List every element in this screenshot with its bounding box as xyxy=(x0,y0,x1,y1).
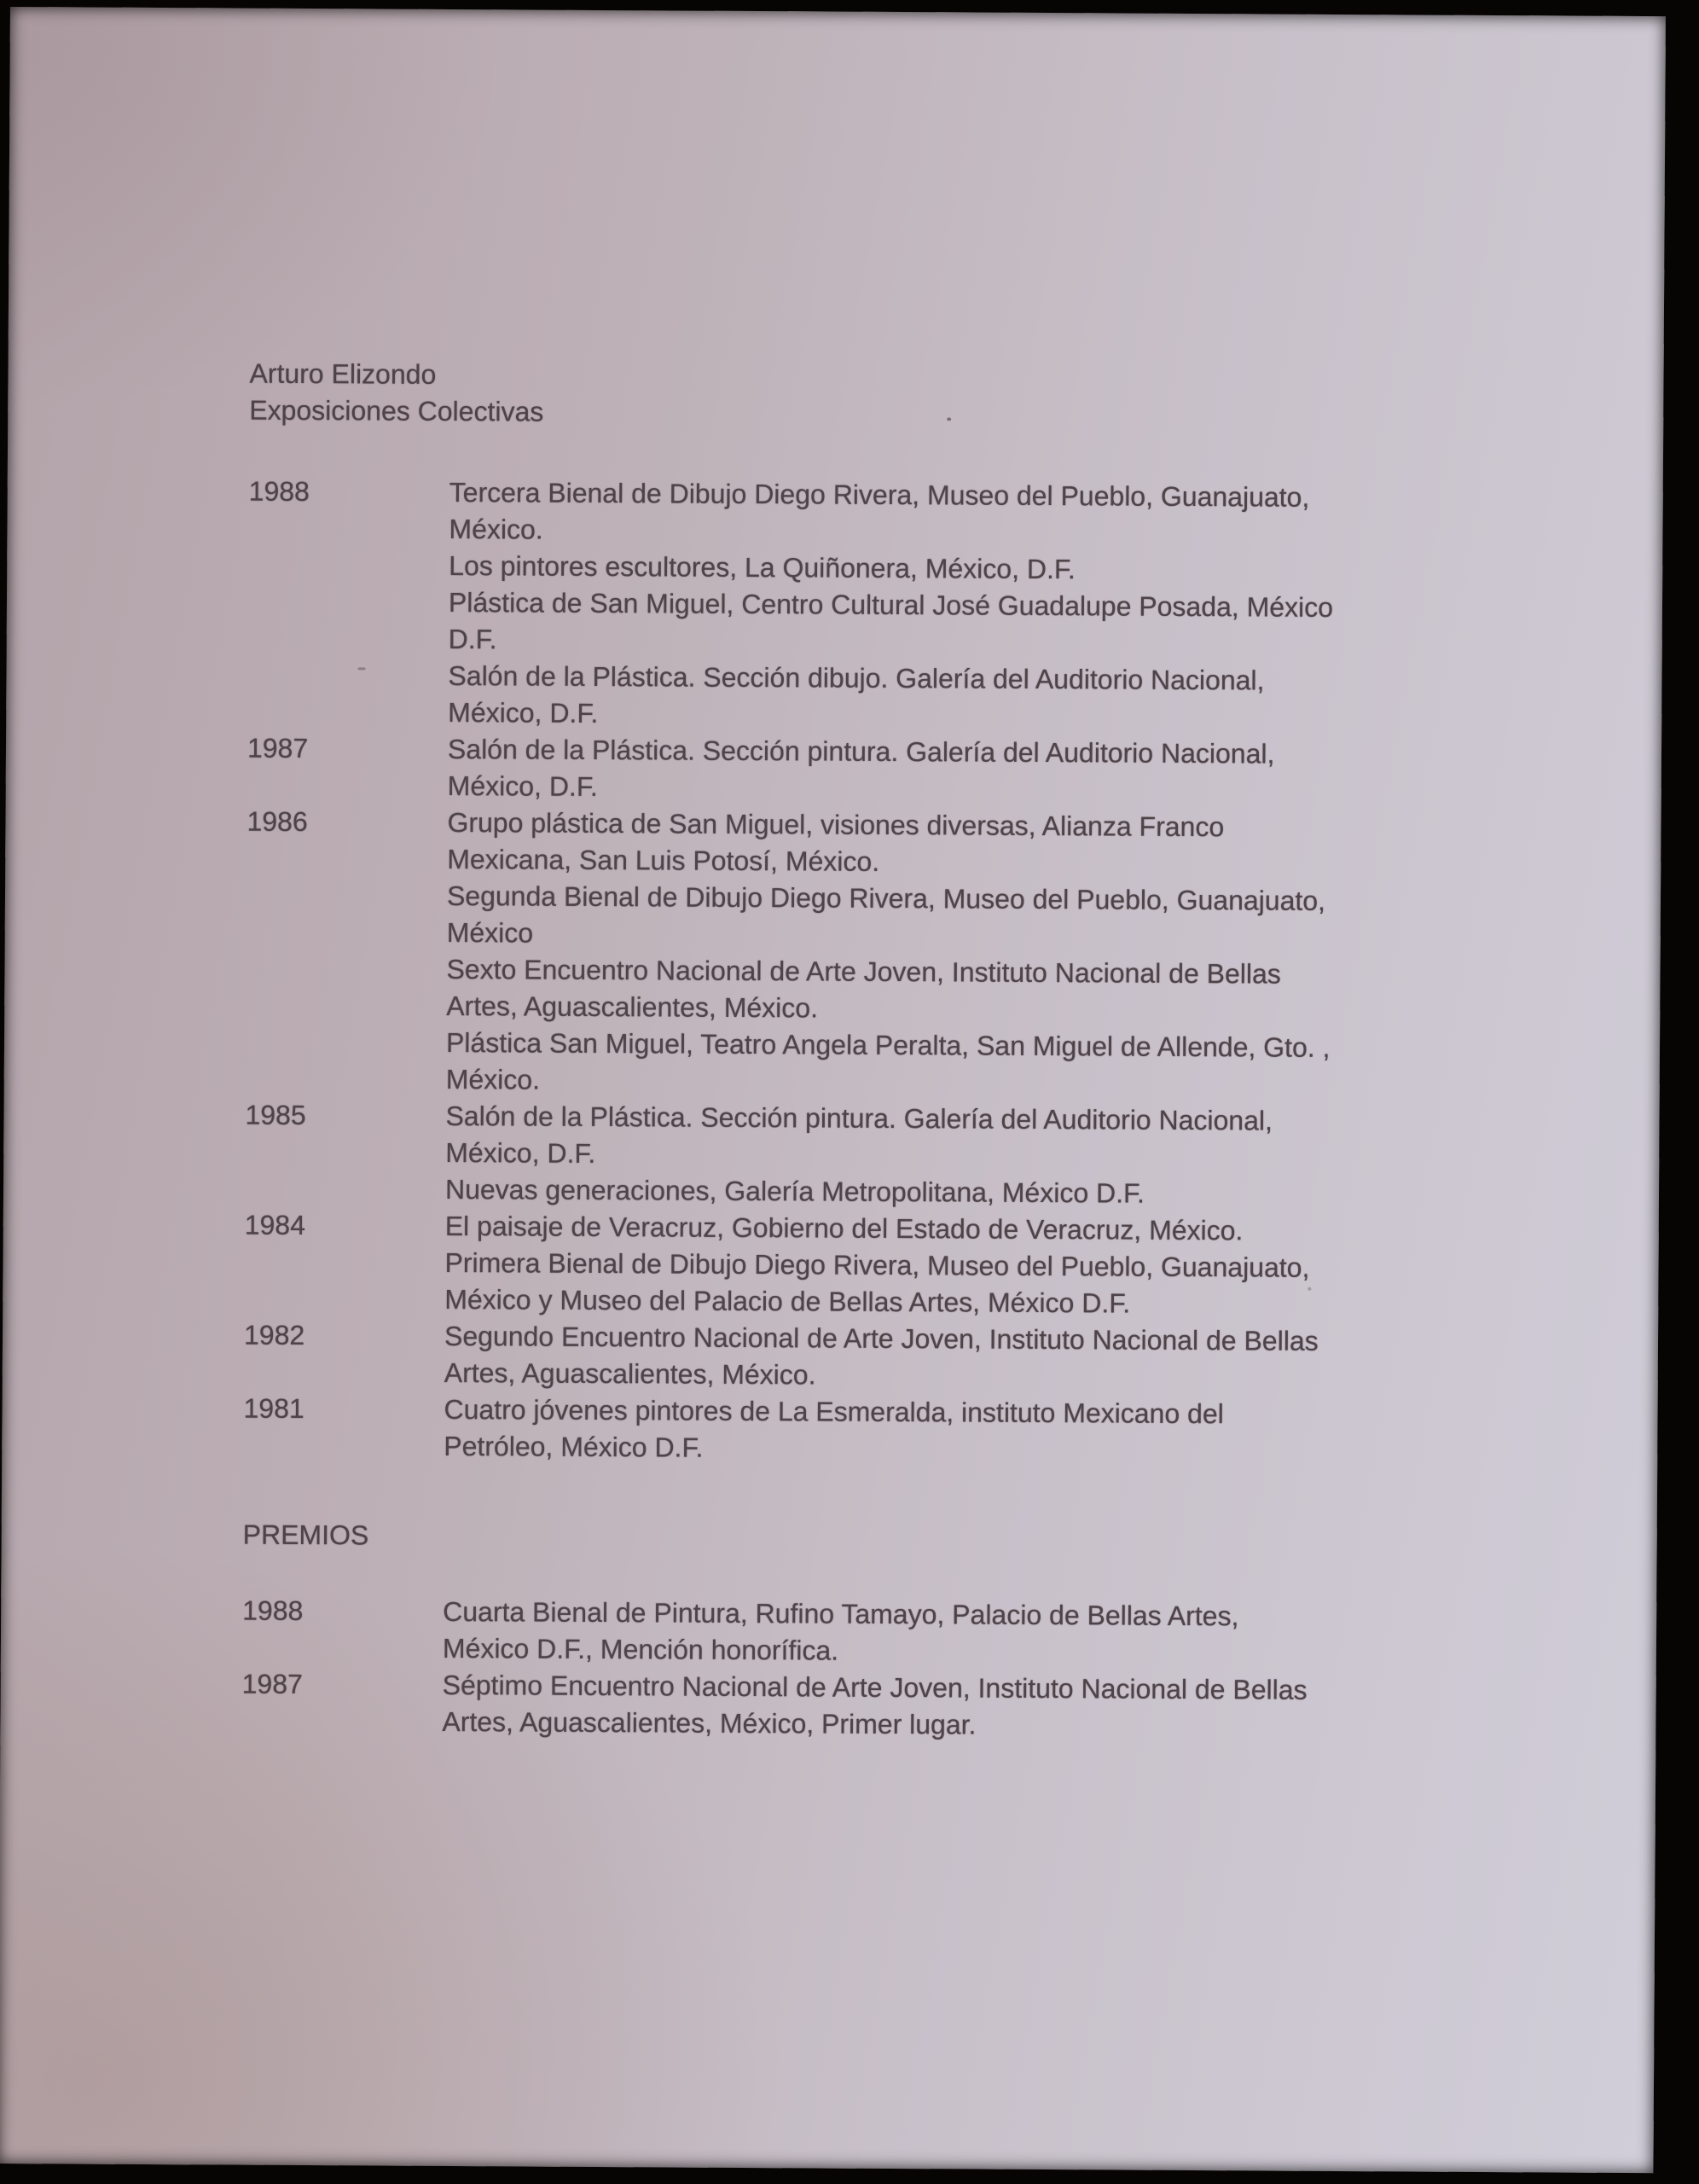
entry-line: Plástica San Miguel, Teatro Angela Peralta, San Miguel de Allende, Gto. , xyxy=(445,1026,1331,1063)
entry-year: 1988 xyxy=(248,475,310,508)
entry-line: Primera Bienal de Dibujo Diego Rivera, Museo del Pueblo, Guanajuato, xyxy=(444,1246,1310,1283)
page-content xyxy=(241,356,1561,1747)
entry-line: Salón de la Plástica. Sección dibujo. Galería del Auditorio Nacional, xyxy=(448,659,1265,696)
entry-year: 1982 xyxy=(243,1319,305,1351)
section xyxy=(241,1517,1554,1747)
entry-line: Cuatro jóvenes pintores de La Esmeralda, instituto Mexicano del xyxy=(444,1393,1224,1430)
entry-line: Plástica de San Miguel, Centro Cultural José Guadalupe Posada, México xyxy=(448,586,1334,623)
entry-line: Tercera Bienal de Dibujo Diego Rivera, Museo del Pueblo, Guanajuato, xyxy=(449,476,1310,513)
entry-line: Artes, Aguascalientes, México, Primer lugar. xyxy=(442,1705,977,1740)
entry-line: Cuarta Bienal de Pintura, Rufino Tamayo, Palacio de Bellas Artes, xyxy=(443,1595,1239,1632)
entry-row xyxy=(244,1244,1556,1325)
entry-row xyxy=(241,1666,1553,1747)
entry-description xyxy=(442,1667,1553,1747)
entry-row xyxy=(248,473,1560,555)
entry-description xyxy=(449,474,1560,555)
entry-row xyxy=(247,730,1559,811)
entry-year: 1986 xyxy=(246,805,308,838)
entry-year xyxy=(246,950,447,951)
entry-year: 1981 xyxy=(243,1392,304,1425)
entry-description xyxy=(444,1245,1556,1325)
entry-description xyxy=(445,1171,1557,1215)
entry-description xyxy=(449,548,1560,591)
entry-description xyxy=(446,1025,1557,1105)
entry-year: 1984 xyxy=(244,1209,306,1241)
entry-row xyxy=(248,584,1560,665)
entry-description xyxy=(446,951,1557,1031)
entry-year: 1987 xyxy=(246,732,309,764)
entry-row xyxy=(245,1207,1557,1252)
entry-line: México xyxy=(446,916,534,949)
document-header xyxy=(249,356,1561,437)
entry-year xyxy=(246,1024,446,1025)
artist-name: Arturo Elizondo xyxy=(249,357,437,390)
entry-row xyxy=(246,1024,1557,1105)
entry-year xyxy=(248,657,449,658)
entry-line: Segunda Bienal de Dibujo Diego Rivera, Museo del Pueblo, Guanajuato, xyxy=(446,880,1326,916)
entry-line: Séptimo Encuentro Nacional de Arte Joven, Instituto Nacional de Bellas xyxy=(442,1669,1308,1705)
entry-row xyxy=(243,1391,1555,1472)
entry-year xyxy=(248,547,449,548)
entry-description xyxy=(449,584,1560,665)
entry-line: México D.F., Mención honorífica. xyxy=(442,1632,839,1666)
entry-row xyxy=(246,804,1558,885)
entry-line: Petróleo, México D.F. xyxy=(444,1430,704,1463)
entry-description xyxy=(445,1098,1557,1178)
entry-row xyxy=(244,1317,1556,1398)
scanned-page xyxy=(0,7,1666,2173)
entry-line: México y Museo del Palacio de Bellas Artes, México D.F. xyxy=(444,1283,1131,1319)
entry-line: Artes, Aguascalientes, México. xyxy=(446,990,819,1024)
entry-line: Grupo plástica de San Miguel, visiones diversas, Alianza Franco xyxy=(447,806,1225,843)
entry-row xyxy=(245,1097,1557,1178)
section xyxy=(243,473,1561,1472)
entry-row xyxy=(246,877,1558,958)
entry-line: México, D.F. xyxy=(445,1136,596,1169)
entry-line: Artes, Aguascalientes, México. xyxy=(444,1356,816,1391)
entry-year: 1988 xyxy=(242,1594,304,1627)
entry-year xyxy=(245,1170,445,1171)
entry-line: Nuevas generaciones, Galería Metropolitana, México D.F. xyxy=(444,1173,1145,1209)
page-subtitle: Exposiciones Colectivas xyxy=(249,394,544,427)
entry-line: Segundo Encuentro Nacional de Arte Joven, Instituto Nacional de Bellas xyxy=(444,1320,1319,1356)
entry-line: Salón de la Plástica. Sección pintura. Galería del Auditorio Nacional, xyxy=(445,1100,1273,1136)
entry-line: Mexicana, San Luis Potosí, México. xyxy=(447,843,880,877)
entry-line: El paisaje de Veracruz, Gobierno del Estado de Veracruz, México. xyxy=(444,1210,1244,1246)
entry-line: D.F. xyxy=(448,623,497,655)
sections-container xyxy=(241,473,1561,1747)
entry-description xyxy=(444,1318,1556,1398)
entry-line: México. xyxy=(445,1063,541,1095)
entry-year: 1985 xyxy=(245,1099,306,1131)
entry-description xyxy=(447,804,1558,885)
entry-line: México, D.F. xyxy=(447,770,598,802)
entry-description xyxy=(448,731,1559,811)
entry-line: Los pintores escultores, La Quiñonera, México, D.F. xyxy=(449,549,1076,585)
entry-description xyxy=(447,878,1558,958)
entry-line: México. xyxy=(449,513,543,545)
entry-row xyxy=(242,1593,1554,1674)
entry-description xyxy=(448,658,1559,738)
entry-line: México, D.F. xyxy=(448,696,599,729)
section-title: PREMIOS xyxy=(242,1519,369,1551)
entry-line: Salón de la Plástica. Sección pintura. Galería del Auditorio Nacional, xyxy=(447,733,1275,770)
entry-row xyxy=(247,657,1559,738)
entry-description xyxy=(443,1594,1554,1674)
entry-year: 1987 xyxy=(241,1668,303,1700)
entry-description xyxy=(444,1391,1555,1472)
entry-row xyxy=(246,950,1557,1031)
entry-description xyxy=(445,1208,1557,1252)
entry-year xyxy=(246,877,447,878)
entry-line: Sexto Encuentro Nacional de Arte Joven, Instituto Nacional de Bellas xyxy=(446,953,1281,990)
